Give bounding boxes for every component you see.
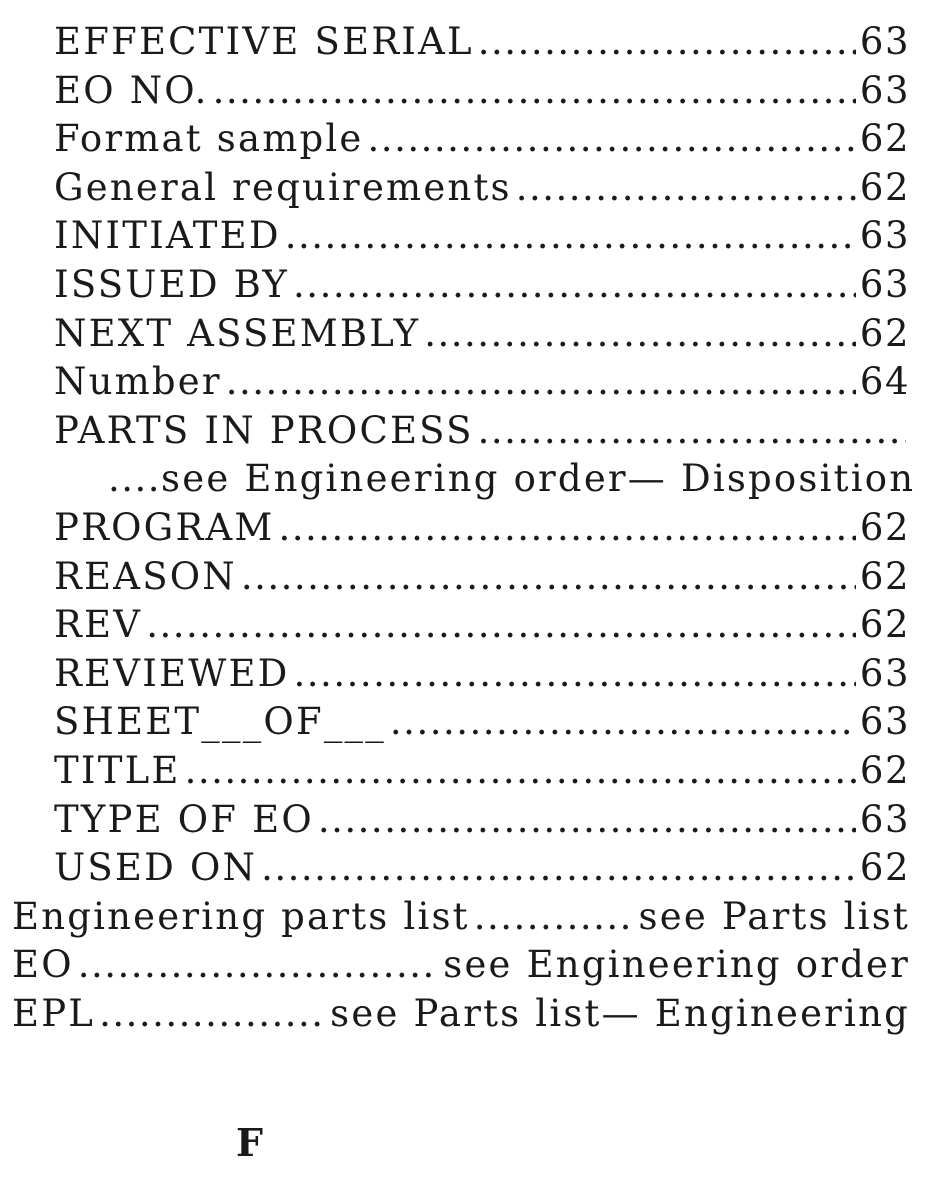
dot-leader xyxy=(261,846,856,889)
dot-leader xyxy=(478,409,906,452)
index-entry xyxy=(12,798,910,847)
dot-leader xyxy=(424,312,856,355)
see-reference: see Engineering order xyxy=(443,943,910,987)
dot-leader xyxy=(368,117,856,160)
entry-label: NEXT ASSEMBLY xyxy=(54,311,421,355)
page-number: 62 xyxy=(859,117,910,161)
dot-leader xyxy=(108,457,161,500)
page-number: 62 xyxy=(859,846,910,890)
index-entry xyxy=(12,20,910,69)
entry-label: REVIEWED xyxy=(54,651,290,695)
dot-leader xyxy=(226,360,856,403)
entry-label: EO NO. xyxy=(54,68,209,112)
page-number: 62 xyxy=(859,165,910,209)
page-number: 63 xyxy=(859,700,910,744)
entry-label: PROGRAM xyxy=(54,505,275,549)
page-number: 63 xyxy=(859,214,910,258)
index-entry xyxy=(12,846,910,895)
dot-leader xyxy=(99,992,326,1035)
entry-label: TITLE xyxy=(54,748,181,792)
index-entry xyxy=(12,506,910,555)
page-number: 63 xyxy=(859,68,910,112)
dot-leader xyxy=(185,749,856,792)
entry-label: Engineering parts list xyxy=(12,894,470,938)
entry-label: USED ON xyxy=(54,846,258,890)
see-reference: see Parts list xyxy=(638,894,910,938)
index-entry xyxy=(12,603,910,652)
dot-leader xyxy=(78,943,440,986)
index-entry xyxy=(12,409,910,458)
page-number: 62 xyxy=(859,505,910,549)
entry-label: EPL xyxy=(12,991,96,1035)
entry-label: PARTS IN PROCESS xyxy=(54,408,474,452)
see-reference: see Engineering order— Disposition xyxy=(161,457,916,501)
dot-leader xyxy=(279,506,856,549)
index-entry xyxy=(12,214,910,263)
index-entry xyxy=(12,360,910,409)
index-entry xyxy=(12,555,910,604)
page-number: 62 xyxy=(859,554,910,598)
index-entry xyxy=(12,312,910,361)
dot-leader xyxy=(318,798,856,841)
page-number: 63 xyxy=(859,20,910,63)
index-entry xyxy=(12,895,910,944)
page-number: 62 xyxy=(859,748,910,792)
entry-label: SHEET___OF___ xyxy=(54,700,386,744)
entry-label: REV xyxy=(54,603,143,647)
index-entry xyxy=(12,263,910,312)
dot-leader xyxy=(294,652,856,695)
page-number: 63 xyxy=(859,262,910,306)
index-entry xyxy=(12,943,910,992)
section-letter-heading: F xyxy=(236,1120,263,1165)
index-list xyxy=(12,20,916,1040)
page-number: 62 xyxy=(859,311,910,355)
dot-leader xyxy=(213,69,856,112)
page-number: 63 xyxy=(859,797,910,841)
dot-leader xyxy=(293,263,856,306)
entry-label: REASON xyxy=(54,554,237,598)
index-entry xyxy=(12,166,910,215)
entry-label: General requirements xyxy=(54,165,512,209)
entry-label: ISSUED BY xyxy=(54,262,290,306)
dot-leader xyxy=(390,700,856,743)
page-number: 62 xyxy=(859,603,910,647)
dot-leader xyxy=(474,895,635,938)
entry-label: INITIATED xyxy=(54,214,281,258)
dot-leader xyxy=(241,555,856,598)
index-entry-continuation xyxy=(12,457,916,506)
dot-leader xyxy=(285,214,856,257)
entry-label: Format sample xyxy=(54,117,364,161)
index-entry xyxy=(12,652,910,701)
see-reference: see Parts list— Engineering xyxy=(330,991,910,1035)
entry-label: EFFECTIVE SERIAL xyxy=(54,20,474,63)
index-entry xyxy=(12,749,910,798)
index-entry xyxy=(12,992,910,1041)
page-number: 64 xyxy=(859,360,910,404)
entry-label: TYPE OF EO xyxy=(54,797,314,841)
entry-label: EO xyxy=(12,943,74,987)
index-entry xyxy=(12,69,910,118)
entry-label: Number xyxy=(54,360,222,404)
index-entry xyxy=(12,117,910,166)
dot-leader xyxy=(478,20,856,63)
index-entry xyxy=(12,700,910,749)
dot-leader xyxy=(146,603,856,646)
page-number: 63 xyxy=(859,651,910,695)
dot-leader xyxy=(516,166,856,209)
